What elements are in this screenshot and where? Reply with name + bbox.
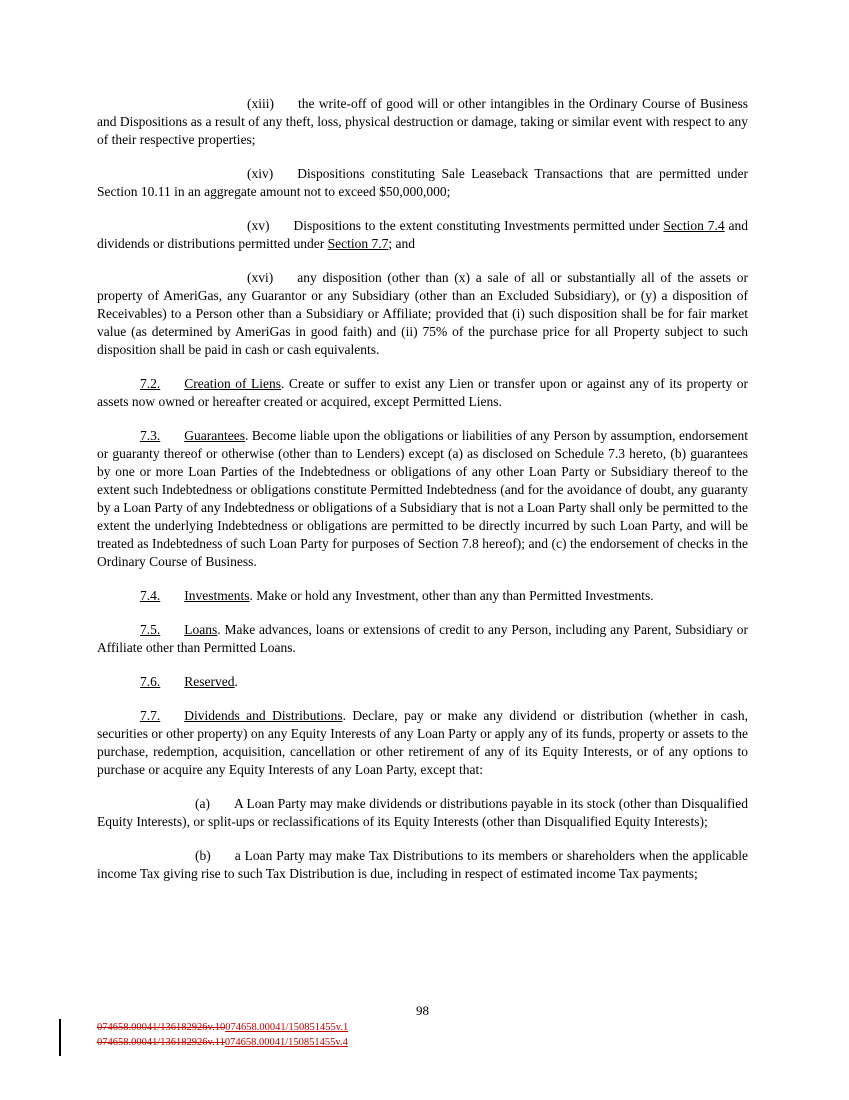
text-segment: Loans xyxy=(184,622,218,637)
text-segment: . Declare, pay or make any dividend or distribution (whether in cash, securities or other property) on any Equity Interests of any Loan Party or apply any of its funds, property or assets to the purchase, redemption, acquisition, cancellation or other retirement of any of its Equity Interests, or of any options to purchase or acquire any Equity Interests of any Loan Party, except that: xyxy=(97,708,748,777)
text-segment: Dispositions to the extent constituting Investments permitted under xyxy=(293,218,664,233)
footer-line xyxy=(97,1020,348,1035)
paragraph xyxy=(97,707,748,779)
paragraph xyxy=(97,95,748,149)
text-segment: 7.3. xyxy=(140,428,161,443)
text-segment: Section 7.4 xyxy=(663,218,725,233)
paragraph xyxy=(97,795,748,831)
paragraph xyxy=(97,217,748,253)
deleted-doc-id: 074658.00041/136182926v.10 xyxy=(97,1022,226,1033)
paragraph xyxy=(97,375,748,411)
text-segment: (xiii) xyxy=(247,96,274,111)
text-segment: Investments xyxy=(184,588,250,603)
inserted-doc-id: 074658.00041/150851455v.1 xyxy=(225,1022,349,1033)
paragraph xyxy=(97,269,748,359)
text-segment: the write-off of good will or other intangibles in the Ordinary Course of Business and Dispositions as a result of any theft, loss, physical destruction or damage, taking or similar event with respect to any of their respective properties; xyxy=(97,96,748,147)
text-segment: . Make advances, loans or extensions of credit to any Person, including any Parent, Subsidiary or Affiliate other than Permitted Loans. xyxy=(97,622,748,655)
text-segment: 7.5. xyxy=(140,622,161,637)
text-segment: . Create or suffer to exist any Lien or transfer upon or against any of its property or assets now owned or hereafter created or acquired, except Permitted Liens. xyxy=(97,376,748,409)
text-segment: (xvi) xyxy=(247,270,274,285)
paragraph xyxy=(97,621,748,657)
text-segment: 7.6. xyxy=(140,674,161,689)
text-segment: (b) xyxy=(195,848,211,863)
text-segment: ; and xyxy=(388,236,415,251)
text-segment: and dividends or distributions permitted under xyxy=(97,218,748,251)
text-segment: Reserved xyxy=(184,674,235,689)
change-bar xyxy=(59,1019,61,1056)
text-segment: 7.7. xyxy=(140,708,161,723)
paragraph xyxy=(97,165,748,201)
text-segment: (xv) xyxy=(247,218,270,233)
document-body xyxy=(97,95,748,899)
text-segment: Guarantees xyxy=(184,428,245,443)
text-segment: a Loan Party may make Tax Distributions to its members or shareholders when the applicable income Tax giving rise to such Tax Distribution is due, including in respect of estimated income Tax payments; xyxy=(97,848,748,881)
deleted-doc-id: 074658.00041/136182926v.11 xyxy=(97,1037,225,1048)
text-segment: 7.2. xyxy=(140,376,161,391)
text-segment: 7.4. xyxy=(140,588,161,603)
paragraph xyxy=(97,847,748,883)
text-segment: A Loan Party may make dividends or distributions payable in its stock (other than Disqualified Equity Interests), or split-ups or reclassifications of its Equity Interests (other than Disqualified Equity Interests); xyxy=(97,796,748,829)
text-segment: any disposition (other than (x) a sale of all or substantially all of the assets or property of AmeriGas, any Guarantor or any Subsidiary (other than an Excluded Subsidiary), or (y) a disposition of Receivables) to a Person other than a Subsidiary or Affiliate; provided that (i) such disposition shall be for fair market value (as determined by AmeriGas in good faith) and (ii) 75% of the purchase price for all Property subject to such disposition shall be paid in cash or cash equivalents. xyxy=(97,270,748,357)
text-segment: (xiv) xyxy=(247,166,274,181)
inserted-doc-id: 074658.00041/150851455v.4 xyxy=(224,1037,348,1048)
text-segment: Dispositions constituting Sale Leaseback Transactions that are permitted under Section 10.11 in an aggregate amount not to exceed $50,000,000; xyxy=(97,166,748,199)
text-segment: Creation of Liens xyxy=(184,376,281,391)
footer-line xyxy=(97,1035,348,1050)
text-segment: Section 7.7 xyxy=(327,236,389,251)
paragraph xyxy=(97,427,748,571)
text-segment: Dividends and Distributions xyxy=(184,708,343,723)
paragraph xyxy=(97,587,748,605)
text-segment: . xyxy=(234,674,238,689)
text-segment: . Become liable upon the obligations or liabilities of any Person by assumption, endorsement or guaranty thereof or otherwise (other than to Lenders) except (a) as disclosed on Schedule 7.3 hereto, (b) guarantees by one or more Loan Parties of the Indebtedness or obligations of any other Loan Party or Subsidiary thereof to the extent such Indebtedness or obligations constitute Permitted Indebtedness (and for the avoidance of doubt, any guaranty by a Loan Party of any Indebtedness or obligations of a Subsidiary that is not a Loan Party shall only be permitted to the extent the underlying Indebtedness or obligations are permitted to be directly incurred by such Loan Party, and will be treated as Indebtedness of such Loan Party for purposes of Section 7.8 hereof); and (c) the endorsement of checks in the Ordinary Course of Business. xyxy=(97,428,748,569)
paragraph xyxy=(97,673,748,691)
text-segment: . Make or hold any Investment, other than any than Permitted Investments. xyxy=(249,588,654,603)
text-segment: (a) xyxy=(195,796,210,811)
footer-doc-ids xyxy=(97,1020,348,1050)
page-number: 98 xyxy=(416,1003,429,1018)
